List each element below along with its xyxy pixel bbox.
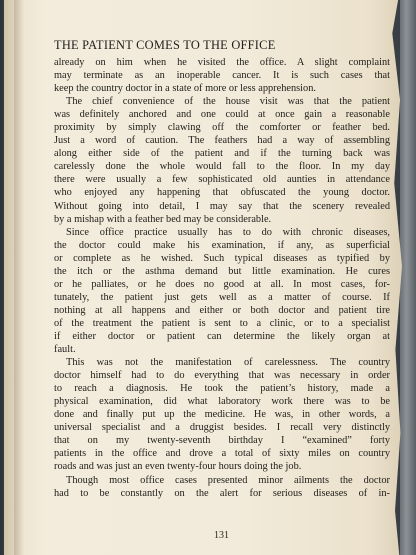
text-line: doctor himself had to do everything that was necessary in order bbox=[54, 370, 390, 382]
text-line: keep the country doctor in a state of more or less apprehension. bbox=[54, 83, 316, 95]
text-line: Without going into detail, I may say that the scenery revealed bbox=[54, 200, 390, 212]
text-line: if either doctor or patient can determine the likely organ at bbox=[54, 330, 390, 342]
text-line: fault. bbox=[54, 344, 76, 356]
text-line: physical examination, did what laboratory work there was to be bbox=[54, 396, 390, 408]
text-line: was definitely anchored and one could at once gain a reasonable bbox=[54, 109, 390, 121]
text-line: the doctor could make his examination, if any, as superficial bbox=[54, 239, 390, 251]
text-line: carelessly done the whole would fall to the floor. In my day bbox=[54, 161, 390, 173]
text-line: who enjoyed any happening that obfuscated the young doctor. bbox=[54, 187, 390, 199]
body-text bbox=[54, 56, 390, 500]
text-line: patients in the office and drove a total of sixty miles on country bbox=[54, 448, 390, 460]
text-line: by a mishap with a feather bed may be considerable. bbox=[54, 213, 272, 225]
text-line: may terminate as an inoperable cancer. It is such cases that bbox=[54, 70, 390, 82]
text-line: to reach a diagnosis. He took the patient’s history, made a bbox=[54, 383, 390, 395]
text-line: there were usually a few sophisticated old aunties in attendance bbox=[54, 174, 390, 186]
text-line: done and finally put up the medicine. He was, in other words, a bbox=[54, 409, 390, 421]
text-line: along either side of the patient and if the turning back was bbox=[54, 148, 390, 160]
text-line: proximity by simply clawing off the comforter or feather bed. bbox=[54, 122, 390, 134]
text-line: had to be constantly on the alert for serious diseases of in- bbox=[54, 487, 390, 499]
text-line: Though most office cases presented minor ailments the doctor bbox=[66, 474, 390, 486]
page-gutter-shadow bbox=[14, 0, 24, 555]
text-line: the itch or the asthma demand but little examination. He cures bbox=[54, 265, 390, 277]
text-line: Just a word of caution. The feathers had a way of assembling bbox=[54, 135, 390, 147]
running-header: THE PATIENT COMES TO THE OFFICE bbox=[54, 38, 276, 52]
text-line: Since office practice usually has to do with chronic diseases, bbox=[66, 226, 390, 238]
text-line: tunately, the patient just gets well as a matter of course. If bbox=[54, 291, 390, 303]
text-line: or complete as he wished. Such typical diseases as typified by bbox=[54, 252, 390, 264]
page-number: 131 bbox=[214, 530, 229, 541]
table-surface-right bbox=[400, 0, 416, 555]
text-line: already on him when he visited the office. A slight complaint bbox=[54, 57, 390, 68]
text-line: that on my twenty-seventh birthday I “examined” forty bbox=[54, 435, 390, 447]
text-line: or he palliates, or he does no good at all. In most cases, for- bbox=[54, 278, 390, 290]
text-line: universal specialist and a druggist besides. I recall very distinctly bbox=[54, 422, 390, 434]
text-line: The chief convenience of the house visit was that the patient bbox=[66, 96, 390, 108]
text-line: This was not the manifestation of carelessness. The country bbox=[66, 357, 390, 369]
text-line: nothing at all happens and either or both doctor and patient tire bbox=[54, 304, 390, 316]
text-line: of the treatment the patient is sent to a clinic, or to a specialist bbox=[54, 317, 390, 329]
text-line: roads and was just an even twenty-four hours doing the job. bbox=[54, 461, 302, 473]
